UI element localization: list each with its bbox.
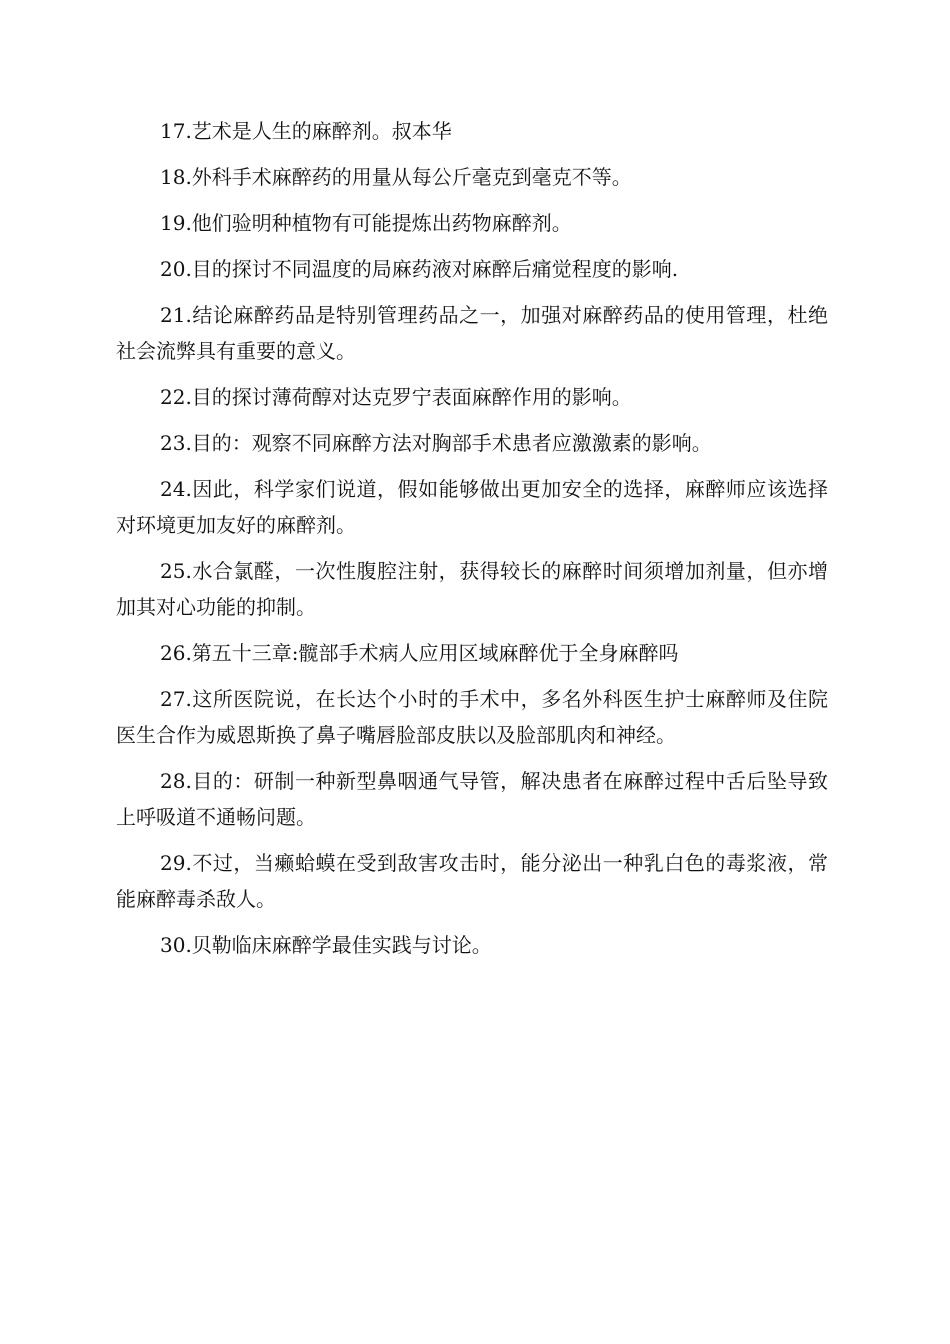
paragraph-19: 19.他们验明种植物有可能提炼出药物麻醉剂。 xyxy=(160,211,572,235)
paragraph-17: 17.艺术是人生的麻醉剂。叔本华 xyxy=(160,119,452,143)
paragraph-18: 18.外科手术麻醉药的用量从每公斤毫克到毫克不等。 xyxy=(160,165,632,189)
paragraph-29: 29.不过，当癞蛤蟆在受到敌害攻击时，能分泌出一种乳白色的毒浆液，常能麻醉毒杀敌人。 xyxy=(116,851,828,911)
paragraph-27: 27.这所医院说，在长达个小时的手术中，多名外科医生护士麻醉师及住院医生合作为威恩斯换了鼻子嘴唇脸部皮肤以及脸部肌肉和神经。 xyxy=(116,687,828,747)
paragraph-20: 20.目的探讨不同温度的局麻药液对麻醉后痛觉程度的影响. xyxy=(160,257,679,281)
paragraph-23: 23.目的：观察不同麻醉方法对胸部手术患者应激激素的影响。 xyxy=(160,431,712,455)
paragraph-30: 30.贝勒临床麻醉学最佳实践与讨论。 xyxy=(160,933,492,957)
paragraph-21: 21.结论麻醉药品是特别管理药品之一，加强对麻醉药品的使用管理，杜绝社会流弊具有重要的意义。 xyxy=(116,303,828,363)
paragraph-22: 22.目的探讨薄荷醇对达克罗宁表面麻醉作用的影响。 xyxy=(160,385,632,409)
document-body xyxy=(116,113,828,973)
paragraph-25: 25.水合氯醛，一次性腹腔注射，获得较长的麻醉时间须增加剂量，但亦增加其对心功能的抑制。 xyxy=(116,559,828,619)
paragraph-26: 26.第五十三章:髋部手术病人应用区域麻醉优于全身麻醉吗 xyxy=(160,641,679,665)
paragraph-28: 28.目的：研制一种新型鼻咽通气导管，解决患者在麻醉过程中舌后坠导致上呼吸道不通畅问题。 xyxy=(116,769,828,829)
paragraph-24: 24.因此，科学家们说道，假如能够做出更加安全的选择，麻醉师应该选择对环境更加友好的麻醉剂。 xyxy=(116,477,828,537)
